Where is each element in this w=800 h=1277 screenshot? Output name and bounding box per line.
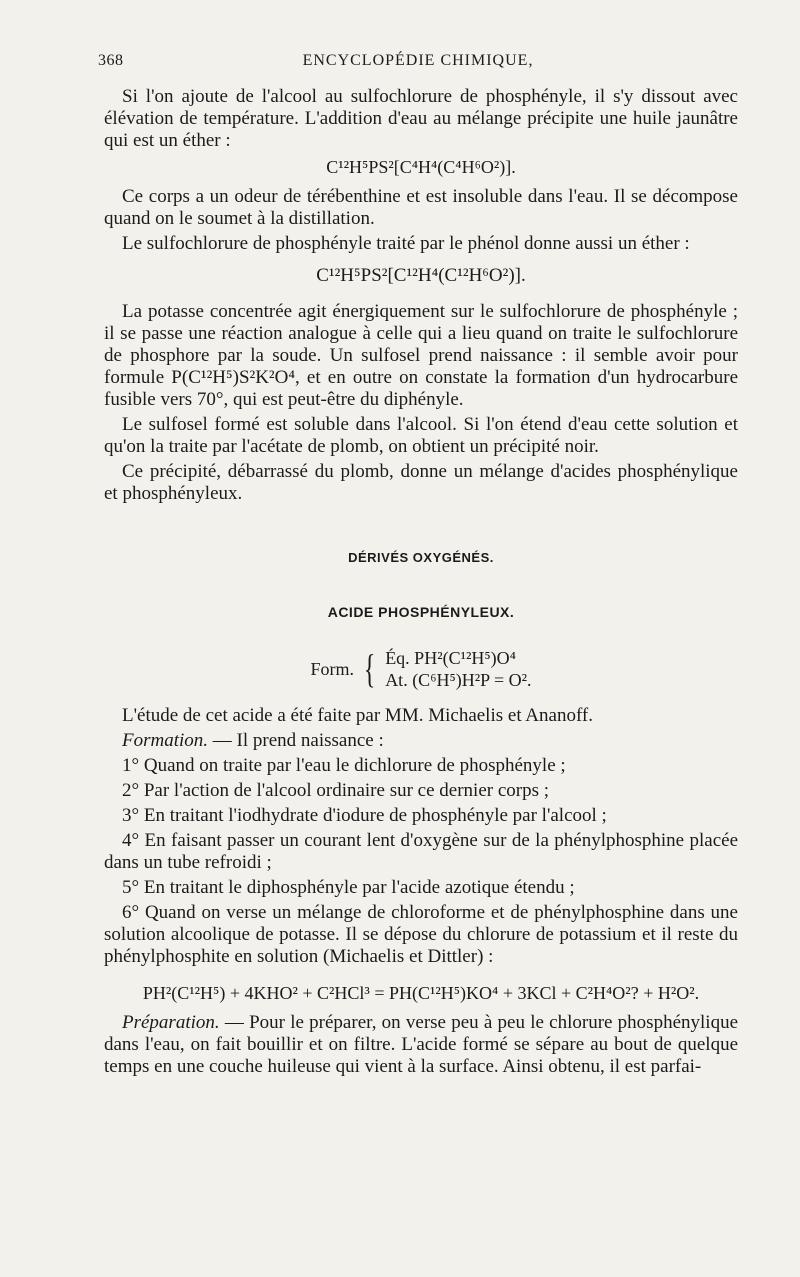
formula-label: Form. bbox=[310, 659, 354, 679]
run-in-title: Préparation. bbox=[122, 1012, 220, 1033]
section-heading: DÉRIVÉS OXYGÉNÉS. bbox=[348, 550, 494, 565]
paragraph: Le sulfochlorure de phosphényle traité par le phénol donne aussi un éther : bbox=[122, 233, 690, 254]
running-title: ENCYCLOPÉDIE CHIMIQUE, bbox=[302, 52, 534, 69]
list-item: 2° Par l'action de l'alcool ordinaire sur ce dernier corps ; bbox=[122, 780, 550, 801]
paragraph bbox=[104, 1012, 738, 1078]
list-item: 5° En traitant le diphosphényle par l'acide azotique étendu ; bbox=[122, 877, 575, 898]
brace-icon: { bbox=[363, 646, 376, 691]
paragraph: La potasse concentrée agit énergiquement sur le sulfochlorure de phosphényle ; il se passe une réaction analogue à celle qui a lieu quand on traite le sulfochlorure de phosphore par la soude. Un sulfosel prend naissance : il semble avoir pour formule P(C¹²H⁵)S²K²O⁴, et en outre on constate la formation d'un hydrocarbure fusible vers 70°, qui est peut-être du diphényle. bbox=[104, 301, 738, 410]
page-number: 368 bbox=[98, 52, 124, 69]
page-body bbox=[104, 86, 738, 1081]
list-item: 1° Quand on traite par l'eau le dichlorure de phosphényle ; bbox=[122, 755, 566, 776]
paragraph: Le sulfosel formé est soluble dans l'alcool. Si l'on étend d'eau cette solution et qu'on la traite par l'acétate de plomb, on obtient un précipité noir. bbox=[104, 414, 738, 457]
paragraph: Ce précipité, débarrassé du plomb, donne un mélange d'acides phosphénylique et phosphényleux. bbox=[104, 461, 738, 504]
paragraph-text: — Pour le préparer, on verse peu à peu le chlorure phosphénylique dans l'eau, on fait bouillir et on filtre. L'acide formé se sépare au bout de quelque temps en une couche huileuse qui vient à la surface. Ainsi obtenu, il est parfai- bbox=[104, 1012, 738, 1077]
list-item: 3° En traitant l'iodhydrate d'iodure de phosphényle par l'alcool ; bbox=[122, 805, 607, 826]
page-header bbox=[98, 52, 738, 76]
run-in-title: Formation. bbox=[122, 730, 209, 751]
list-item: 6° Quand on verse un mélange de chloroforme et de phénylphosphine dans une solution alcoolique de potasse. Il se dépose du chlorure de potassium et il reste du phénylphosphite en solution (Michaelis et Dittler) : bbox=[104, 902, 738, 967]
paragraph bbox=[104, 730, 738, 752]
paragraph-text: — Il prend naissance : bbox=[208, 730, 384, 751]
formula: PH²(C¹²H⁵) + 4KHO² + C²HCl³ = PH(C¹²H⁵)KO⁴ + 3KCl + C²H⁴O²? + H²O². bbox=[142, 983, 700, 1003]
formula-block bbox=[104, 647, 738, 691]
list-item: 4° En faisant passer un courant lent d'oxygène sur de la phénylphosphine placée dans un tube refroidi ; bbox=[104, 830, 738, 873]
formula: C¹²H⁵PS²[C⁴H⁴(C⁴H⁶O²)]. bbox=[326, 157, 516, 177]
subsection-heading: ACIDE PHOSPHÉNYLEUX. bbox=[327, 604, 515, 620]
paragraph: L'étude de cet acide a été faite par MM. Michaelis et Ananoff. bbox=[122, 705, 594, 726]
paragraph: Si l'on ajoute de l'alcool au sulfochlorure de phosphényle, il s'y dissout avec élévation de température. L'addition d'eau au mélange précipite une huile jaunâtre qui est un éther : bbox=[104, 86, 738, 151]
formula: C¹²H⁵PS²[C¹²H⁴(C¹²H⁶O²)]. bbox=[316, 265, 526, 286]
formula-lines bbox=[385, 647, 531, 691]
paragraph: Ce corps a un odeur de térébenthine et est insoluble dans l'eau. Il se décompose quand on le soumet à la distillation. bbox=[104, 186, 738, 229]
formula-equivalent: Éq. PH²(C¹²H⁵)O⁴ bbox=[385, 648, 516, 668]
formula-atomic: At. (C⁶H⁵)H²P = O². bbox=[385, 670, 532, 690]
